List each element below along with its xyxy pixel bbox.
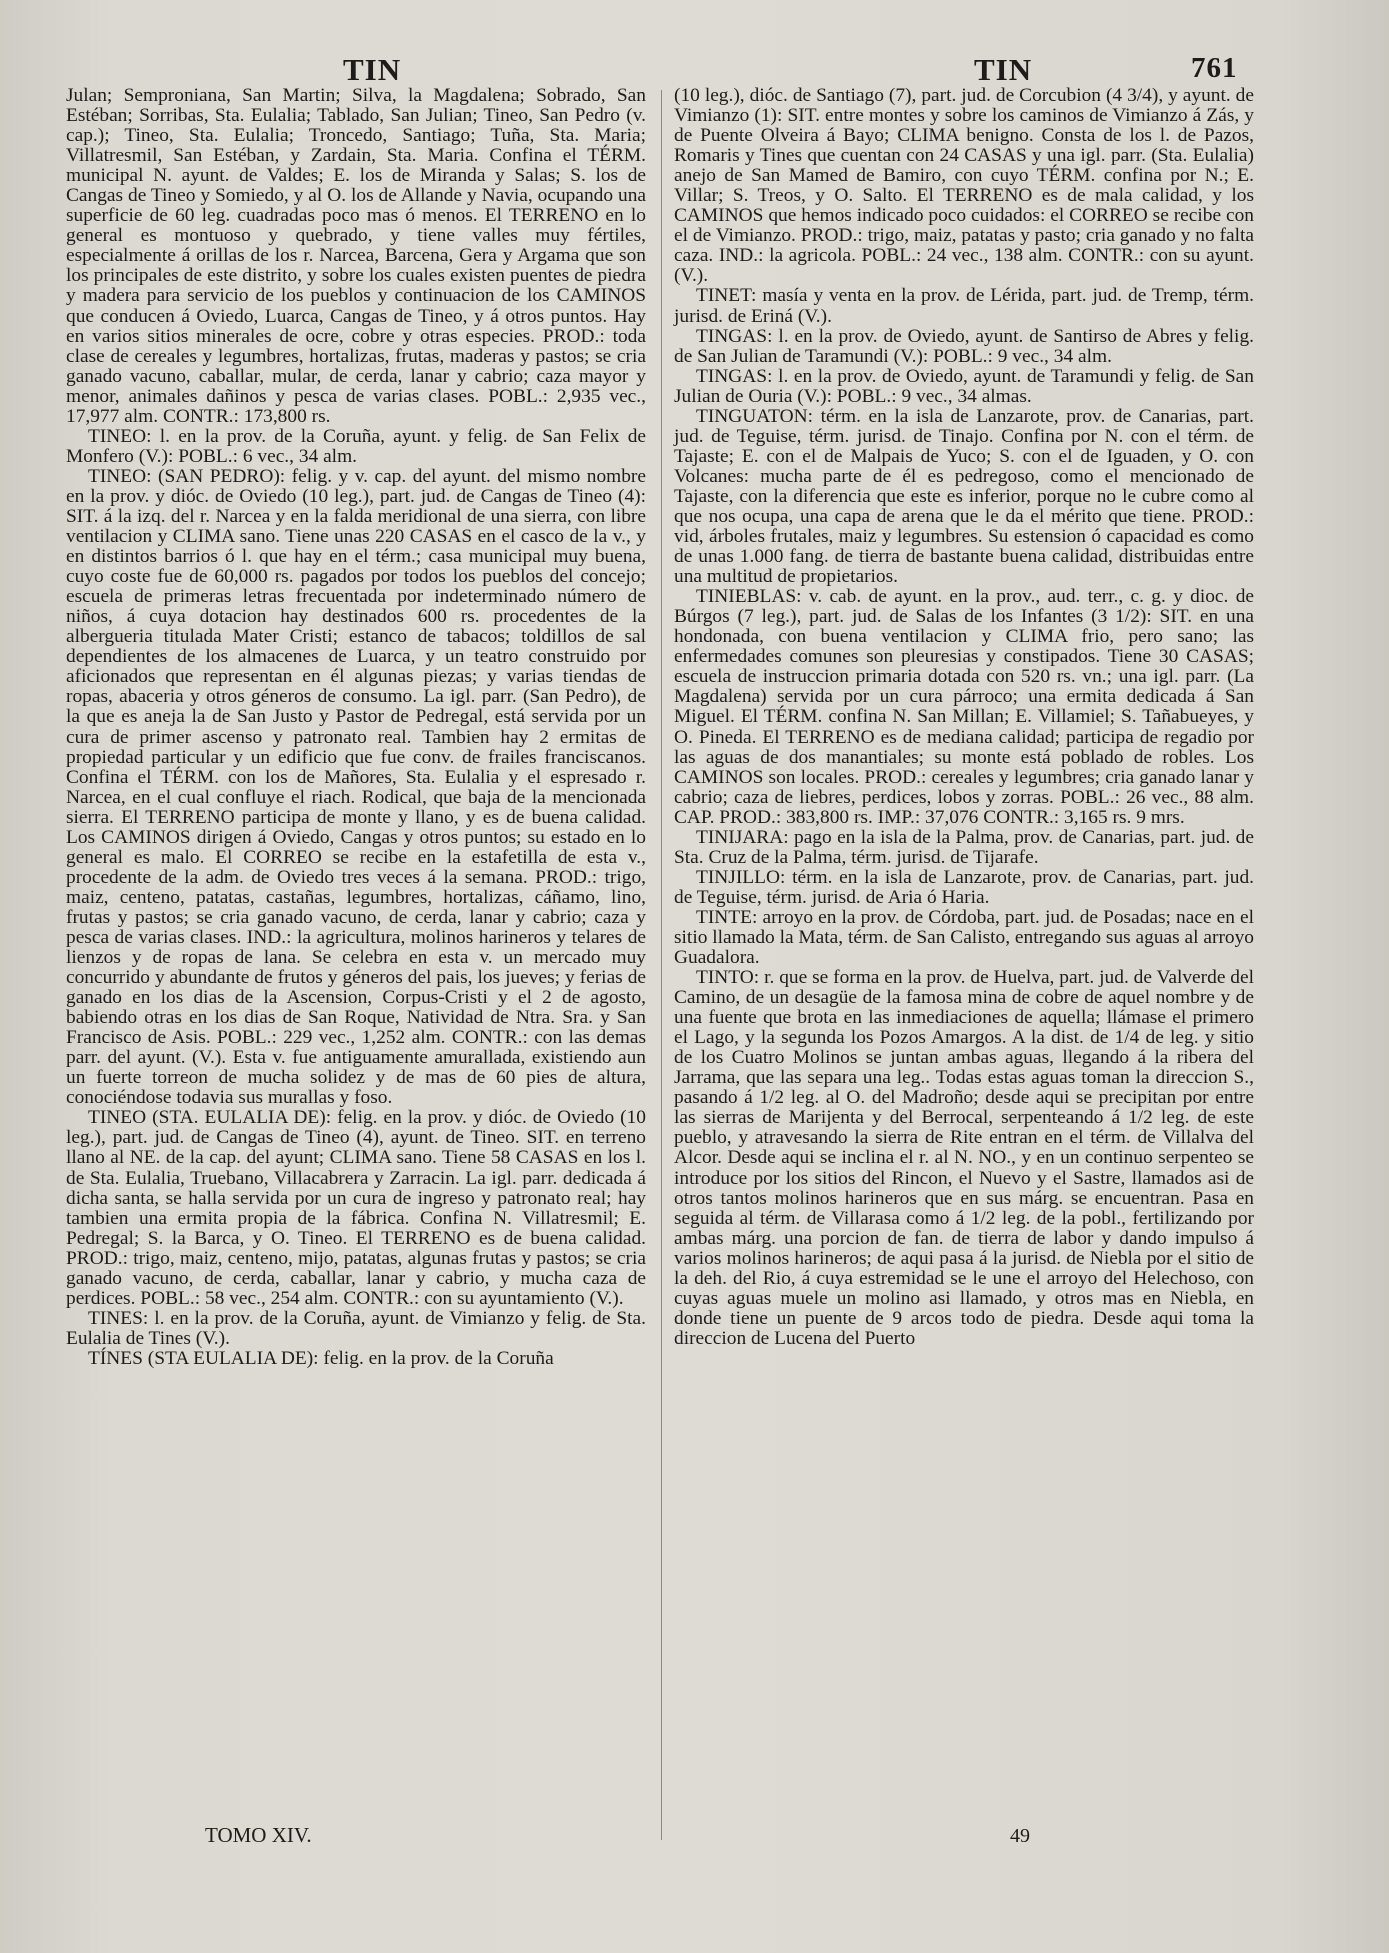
gazetteer-entry: (10 leg.), dióc. de Santiago (7), part. jud. de Corcubion (4 3/4), y ayunt. de Vimianzo (1): SIT. entre montes y sobre los caminos de Vimianzo á Zás, y de Puente Olveira á Bayo; CLIMA benigno. Consta de los l. de Pazos, Romaris y Tines que cuentan con 24 CASAS y una igl. parr. (Sta. Eulalia) anejo de San Mamed de Bamiro, con cuyo TÉRM. confina por N.; E. Villar; S. Treos, y O. Salto. El TERRENO es de mala calidad, y los CAMINOS que hemos indicado poco cuidados: el CORREO se recibe con el de Vimianzo. PROD.: trigo, maiz, patatas y pasto; cria ganado y no falta caza. IND.: la agricola. POBL.: 24 vec., 138 alm. CONTR.: con su ayunt. (V.). xyxy=(674,85,1254,287)
right-column xyxy=(674,86,1254,1349)
gazetteer-entry: TINIEBLAS: v. cab. de ayunt. en la prov., aud. terr., c. g. y dioc. de Búrgos (7 leg.), part. jud. de Salas de los Infantes (3 1/2): SIT. en una hondonada, con buena ventilacion y CLIMA frio, pero sano; las enfermedades comunes son pleuresias y constipados. Tiene 30 CASAS; escuela de instruccion primaria dotada con 520 rs. vn.; una igl. parr. (La Magdalena) servida por un cura párroco; una ermita dedicada á San Miguel. El TÉRM. confina N. San Millan; E. Villamiel; S. Tañabueyes, y O. Pineda. El TERRENO es de mediana calidad; participa de regadio por las aguas de dos manantiales; su monte está poblado de robles. Los CAMINOS son locales. PROD.: cereales y legumbres; cria ganado lanar y cabrio; caza de liebres, perdices, lobos y zorras. POBL.: 26 vec., 88 alm. CAP. PROD.: 383,800 rs. IMP.: 37,076 CONTR.: 3,165 rs. 9 mrs. xyxy=(674,586,1254,828)
gazetteer-entry: TINIJARA: pago en la isla de la Palma, prov. de Canarias, part. jud. de Sta. Cruz de la Palma, térm. jurisd. de Tijarafe. xyxy=(674,826,1254,868)
column-divider xyxy=(661,90,662,1840)
gazetteer-entry: TINEO: (SAN PEDRO): felig. y v. cap. del ayunt. del mismo nombre en la prov. y dióc. de Oviedo (10 leg.), part. jud. de Cangas de Tineo (4): SIT. á la izq. del r. Narcea y en la falda meridional de una sierra, con libre ventilacion y CLIMA sano. Tiene unas 220 CASAS en el casco de la v., y en distintos barrios ó l. que hay en el térm.; casa municipal muy buena, cuyo coste fue de 60,000 rs. pagados por todos los pueblos del concejo; escuela de primeras letras frecuentada por indeterminado número de niños, á cuya dotacion hay destinados 600 rs. procedentes de la albergueria titulada Mater Cristi; estanco de tabacos; toldillos de sal dependientes de los almacenes de Luarca, y un teatro construido por aficionados que representan en él algunas piezas; y varias tiendas de ropas, abaceria y otros géneros de consumo. La igl. parr. (San Pedro), de la que es aneja la de San Justo y Pastor de Pedregal, está servida por un cura de primer ascenso y patronato real. Tambien hay 2 ermitas de propiedad particular y un edificio que fue conv. de frailes franciscanos. Confina el TÉRM. con los de Mañores, Sta. Eulalia y el espresado r. Narcea, en el cual confluye el riach. Rodical, que baja de la mencionada sierra. El TERRENO participa de monte y llano, y es de buena calidad. Los CAMINOS dirigen á Oviedo, Cangas y otros puntos; su estado en lo general es malo. El CORREO se recibe en la estafetilla de esta v., procedente de la adm. de Oviedo tres veces á la semana. PROD.: trigo, maiz, centeno, patatas, castañas, legumbres, hortalizas, cáñamo, lino, frutas y pastos; se cria ganado vacuno, de cerda, lanar y cabrio; caza y pesca de varias clases. IND.: la agricultura, molinos harineros y telares de lienzos y de ropas de lana. Se celebra en esta v. un mercado muy concurrido y abundante de frutos y géneros del pais, los jueves; y ferias de ganado en los dias de la Ascension, Corpus-Cristi y el 2 de agosto, babiendo otras en los dias de San Roque, Natividad de Ntra. Sra. y San Francisco de Asis. POBL.: 229 vec., 1,252 alm. CONTR.: con las demas parr. del ayunt. (V.). Esta v. fue antiguamente amurallada, existiendo aun un fuerte torreon de mucha solidez y de mas de 60 pies de altura, conociéndose todavia sus murallas y foso. xyxy=(66,465,646,1109)
running-head-right: TIN xyxy=(974,52,1033,87)
gazetteer-entry: TINTO: r. que se forma en la prov. de Huelva, part. jud. de Valverde del Camino, de un desagüe de la famosa mina de cobre de aquel nombre y de una fuente que brota en las inmediaciones de aquella; llámase el primero el Lago, y la segunda los Pozos Amargos. A la dist. de 1/4 de leg. y sitio de los Cuatro Molinos se juntan ambas aguas, llegando á la ribera del Jarrama, que las separa una leg.. Todas estas aguas toman la direccion S., pasando á 1/2 leg. al O. del Madroño; desde aqui se precipitan por entre las sierras de Marijenta y del Berrocal, serpenteando á 1/2 leg. de este pueblo, y atravesando la sierra de Rite entran en el térm. de Villalva del Alcor. Desde aqui se inclina el r. al N. NO., y en un continuo serpenteo se introduce por los sitios del Rincon, el Nuevo y el Sastre, llamados asi de otros tantos molinos harineros que en sus márg. se encuentran. Pasa en seguida al térm. de Villarasa como á 1/2 leg. de la pobl., fertilizando por ambas márg. una porcion de fan. de tierra de labor y dando impulso á varios molinos harineros; de aqui pasa á la jurisd. de Niebla por el sitio de la deh. del Rio, á cuya estremidad se le une el arroyo del Helechoso, con cuyas aguas muele un molino asi llamado, y otros mas en Niebla, en donde tiene un puente de 9 arcos todo de piedra. Desde aqui toma la direccion de Lucena del Puerto xyxy=(674,967,1254,1349)
gazetteer-entry: TINEO (STA. EULALIA DE): felig. en la prov. y dióc. de Oviedo (10 leg.), part. jud. de Cangas de Tineo (4), ayunt. de Tineo. SIT. en terreno llano al NE. de la cap. del ayunt; CLIMA sano. Tiene 58 CASAS en los l. de Sta. Eulalia, Truebano, Villacabrera y Zarracin. La igl. parr. dedicada á dicha santa, se halla servida por un cura de ingreso y patronato real; hay tambien una ermita propia de la fábrica. Confina N. Villatresmil; E. Pedregal; S. la Barca, y O. Tineo. El TERRENO es de buena calidad. PROD.: trigo, maiz, centeno, mijo, patatas, algunas frutas y pastos; se cria ganado vacuno, de cerda, caballar, lanar y cabrio, y mucha caza de perdices. POBL.: 58 vec., 254 alm. CONTR.: con su ayuntamiento (V.). xyxy=(66,1107,646,1309)
running-head-left: TIN xyxy=(343,52,402,87)
gazetteer-entry: TINES: l. en la prov. de la Coruña, ayunt. de Vimianzo y felig. de Sta. Eulalia de Tines (V.). xyxy=(66,1307,646,1349)
gazetteer-entry: Julan; Semproniana, San Martin; Silva, la Magdalena; Sobrado, San Estéban; Sorribas, Sta. Eulalia; Tablado, San Julian; Tineo, San Pedro (v. cap.); Tineo, Sta. Eulalia; Troncedo, Santiago; Tuña, Sta. Maria; Villatresmil, San Estéban, y Zardain, Sta. Maria. Confina el TÉRM. municipal N. ayunt. de Valdes; E. los de Miranda y Salas; S. los de Cangas de Tineo y Somiedo, y al O. los de Allande y Navia, ocupando una superficie de 60 leg. cuadradas poco mas ó menos. El TERRENO en lo general es montuoso y quebrado, y tiene valles muy fértiles, especialmente á orillas de los r. Narcea, Barcena, Gera y Argama que son los principales de este distrito, y sobre los cuales existen puentes de piedra y madera para servicio de los pueblos y continuacion de los CAMINOS que conducen á Oviedo, Luarca, Cangas de Tineo, y á otros puntos. Hay en varios sitios minerales de ocre, cobre y otras especies. PROD.: toda clase de cereales y legumbres, hortalizas, frutas, maderas y pastos; se cria ganado vacuno, caballar, mular, de cerda, lanar y cabrio; caza mayor y menor, animales dañinos y pesca de varias clases. POBL.: 2,935 vec., 17,977 alm. CONTR.: 173,800 rs. xyxy=(66,85,646,427)
gazetteer-entry: TINGAS: l. en la prov. de Oviedo, ayunt. de Santirso de Abres y felig. de San Julian de Taramundi (V.): POBL.: 9 vec., 34 alm. xyxy=(674,325,1254,367)
gazetteer-entry: TÍNES (STA EULALIA DE): felig. en la prov. de la Coruña xyxy=(88,1347,554,1369)
volume-label: TOMO XIV. xyxy=(205,1823,312,1847)
gazetteer-entry: TINET: masía y venta en la prov. de Lérida, part. jud. de Tremp, térm. jurisd. de Eriná (V.). xyxy=(674,285,1254,327)
gazetteer-entry: TINJILLO: térm. en la isla de Lanzarote, prov. de Canarias, part. jud. de Teguise, térm. jurisd. de Aria ó Haria. xyxy=(674,866,1254,908)
gazetteer-entry: TINGAS: l. en la prov. de Oviedo, ayunt. de Taramundi y felig. de San Julian de Ouria (V.): POBL.: 9 vec., 34 almas. xyxy=(674,365,1254,407)
left-column xyxy=(66,86,646,1369)
gazetteer-entry: TINTE: arroyo en la prov. de Córdoba, part. jud. de Posadas; nace en el sitio llamado la Mata, térm. de San Calisto, entregando sus aguas al arroyo Guadalora. xyxy=(674,906,1254,969)
gazetteer-entry: TINEO: l. en la prov. de la Coruña, ayunt. y felig. de San Felix de Monfero (V.): POBL.: 6 vec., 34 alm. xyxy=(66,425,646,467)
signature-mark: 49 xyxy=(1010,1825,1030,1847)
gazetteer-entry: TINGUATON: térm. en la isla de Lanzarote, prov. de Canarias, part. jud. de Teguise, térm. jurisd. de Tinajo. Confina por N. con el térm. de Tajaste; E. con el de Malpais de Yuco; S. con el de Iguaden, y O. con Volcanes: mucha parte de él es pedregoso, como el mencionado de Tajaste, con la diferencia que este es inferior, porque no le cubre como al que nos ocupa, una capa de arena que le da el mérito que tiene. PROD.: vid, árboles frutales, maiz y legumbres. Su estension ó capacidad es como de unas 1.000 fang. de tierra de bastante buena calidad, distribuidas entre una multitud de propietarios. xyxy=(674,405,1254,588)
page-number: 761 xyxy=(1191,52,1238,84)
